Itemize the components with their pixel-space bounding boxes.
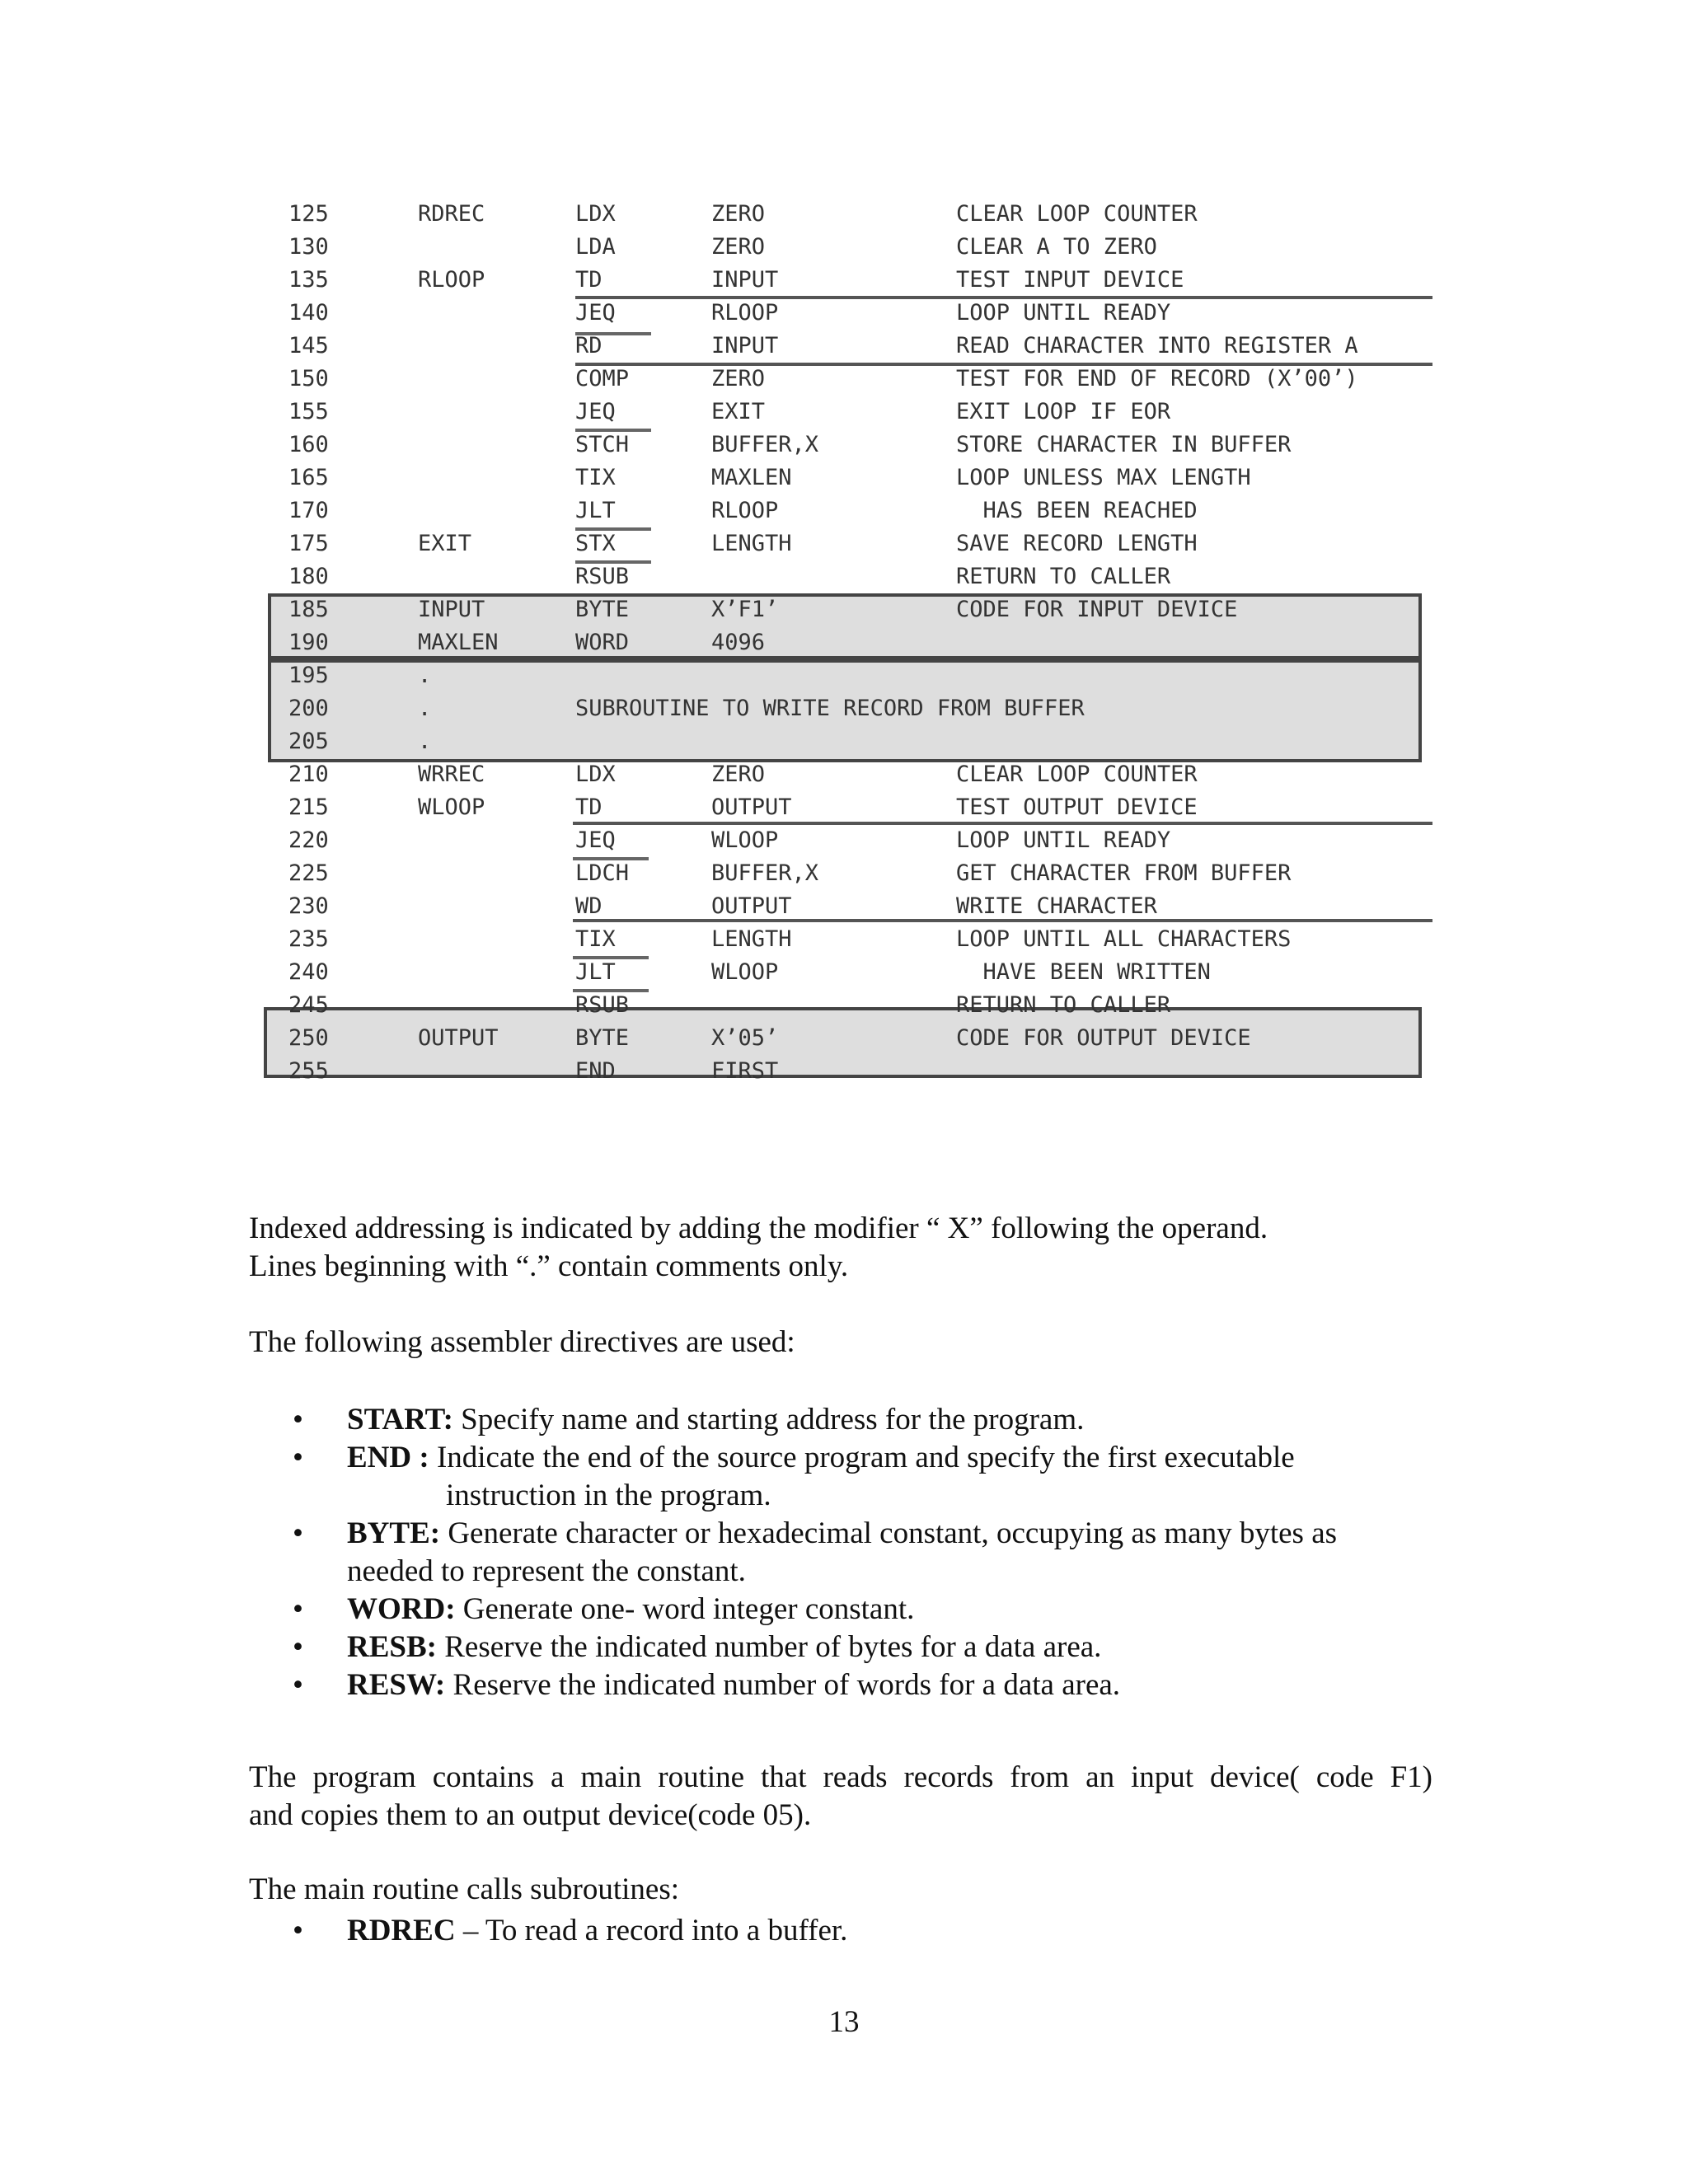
listing-row: 135 RLOOP TD INPUT TEST INPUT DEVICE <box>288 267 1184 293</box>
list-item: • RESW: Reserve the indicated number of words for a data area. <box>293 1666 1447 1704</box>
listing-row: 240 JLT WLOOP HAVE BEEN WRITTEN <box>288 959 1211 985</box>
listing-row: 205 . <box>288 729 432 754</box>
list-item: • RDREC – To read a record into a buffer. <box>293 1912 1447 1950</box>
listing-row: 210 WRREC LDX ZERO CLEAR LOOP COUNTER <box>288 762 1198 787</box>
list-item: • END : Indicate the end of the source program and specify the first executable instruction in the program. <box>293 1439 1447 1515</box>
listing-row: 175 EXIT STX LENGTH SAVE RECORD LENGTH <box>288 531 1198 556</box>
directives-intro: The following assembler directives are used: <box>249 1325 795 1359</box>
listing-row: 130 LDA ZERO CLEAR A TO ZERO <box>288 234 1157 260</box>
paragraph-line: Indexed addressing is indicated by adding the modifier “ X” following the operand. <box>249 1212 1268 1245</box>
program-description-paragraph <box>249 1759 1432 1835</box>
listing-row: 190 MAXLEN WORD 4096 <box>288 630 766 655</box>
listing-row: 215 WLOOP TD OUTPUT TEST OUTPUT DEVICE <box>288 794 1198 820</box>
assembly-listing <box>247 198 1459 1104</box>
paragraph-line: The program contains a main routine that reads records from an input device( code F1) <box>249 1760 1432 1794</box>
listing-row: 225 LDCH BUFFER,X GET CHARACTER FROM BUFFER <box>288 860 1292 886</box>
list-item: • RESB: Reserve the indicated number of bytes for a data area. <box>293 1629 1447 1666</box>
listing-row: 165 TIX MAXLEN LOOP UNLESS MAX LENGTH <box>288 465 1251 490</box>
listing-row: 220 JEQ WLOOP LOOP UNTIL READY <box>288 827 1171 853</box>
listing-row: 170 JLT RLOOP HAS BEEN REACHED <box>288 498 1198 523</box>
listing-row: 185 INPUT BYTE X’F1’ CODE FOR INPUT DEVICE <box>288 597 1238 622</box>
listing-row: 255 END FIRST <box>288 1058 779 1084</box>
page-number: 13 <box>828 2005 860 2039</box>
listing-row: 140 JEQ RLOOP LOOP UNTIL READY <box>288 300 1171 326</box>
listing-row: 145 RD INPUT READ CHARACTER INTO REGISTER A <box>288 333 1358 359</box>
listing-row: 235 TIX LENGTH LOOP UNTIL ALL CHARACTERS <box>288 926 1292 952</box>
paragraph-line: Lines beginning with “.” contain comments only. <box>249 1249 849 1283</box>
subroutines-intro: The main routine calls subroutines: <box>249 1872 679 1906</box>
indexed-addressing-paragraph <box>249 1210 1444 1286</box>
listing-row: 250 OUTPUT BYTE X’05’ CODE FOR OUTPUT DEVICE <box>288 1025 1251 1051</box>
list-item: • BYTE: Generate character or hexadecimal constant, occupying as many bytes as needed to represent the constant. <box>293 1515 1447 1591</box>
list-item: • START: Specify name and starting address for the program. <box>293 1401 1447 1439</box>
listing-row: 160 STCH BUFFER,X STORE CHARACTER IN BUFFER <box>288 432 1292 457</box>
listing-row: 155 JEQ EXIT EXIT LOOP IF EOR <box>288 399 1171 424</box>
listing-row: 125 RDREC LDX ZERO CLEAR LOOP COUNTER <box>288 201 1198 227</box>
listing-row: 195 . <box>288 663 432 688</box>
listing-row: 180 RSUB RETURN TO CALLER <box>288 564 1171 589</box>
listing-row: 230 WD OUTPUT WRITE CHARACTER <box>288 893 1157 919</box>
listing-row: 200 . SUBROUTINE TO WRITE RECORD FROM BUFFER <box>288 696 1085 721</box>
listing-row: 150 COMP ZERO TEST FOR END OF RECORD (X’00’) <box>288 366 1358 391</box>
subroutines-list <box>293 1912 1447 1950</box>
directives-list <box>293 1401 1447 1704</box>
paragraph-line: and copies them to an output device(code 05). <box>249 1798 812 1832</box>
listing-row: 245 RSUB RETURN TO CALLER <box>288 992 1171 1018</box>
list-item: • WORD: Generate one- word integer constant. <box>293 1591 1447 1629</box>
